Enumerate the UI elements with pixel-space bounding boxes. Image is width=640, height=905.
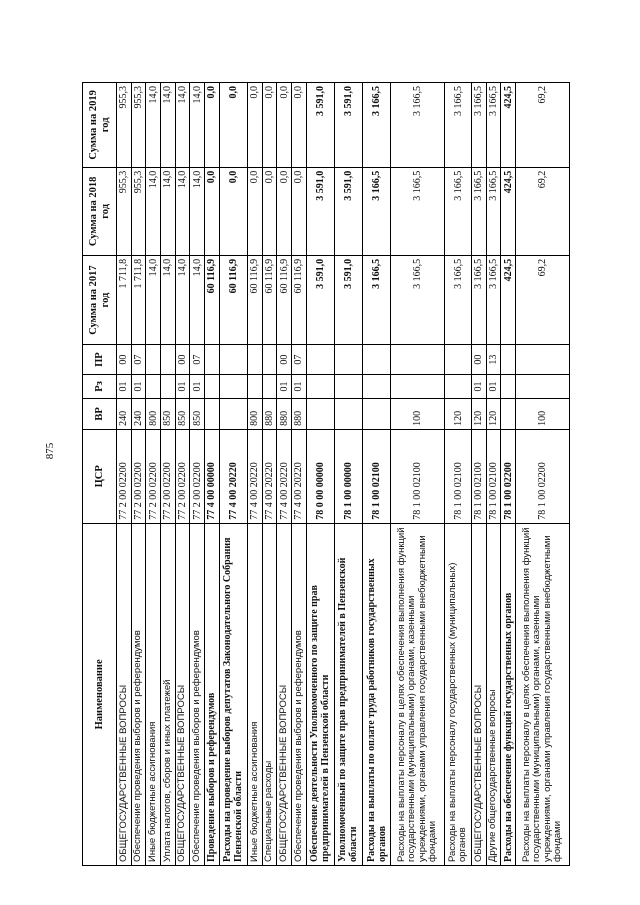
cell-rz: 01 [175,374,190,398]
cell-rz [334,374,362,398]
cell-pr: 07 [190,345,205,375]
cell-pr [262,345,277,375]
cell-y2019: 0,0 [262,83,277,168]
table-row [262,83,277,866]
cell-y2018: 3 591,0 [334,167,362,255]
cell-y2018: 0,0 [277,167,292,255]
cell-pr [501,345,516,375]
cell-vr [363,398,391,429]
cell-vr: 800 [146,398,161,429]
cell-y2019: 14,0 [146,83,161,168]
cell-y2017: 69,2 [516,255,570,344]
cell-pr: 00 [471,345,486,375]
header-vr: ВР [83,398,117,429]
cell-vr: 880 [277,398,292,429]
cell-y2018: 3 166,5 [445,167,472,255]
cell-name: Специальные расходы [262,523,277,865]
cell-y2019: 955,3 [117,83,132,168]
cell-rz [262,374,277,398]
cell-name: Уполномоченный по защите прав предпринимателей в Пензенской области [334,523,362,865]
cell-y2017: 14,0 [190,255,205,344]
cell-csr: 77 4 00 20220 [219,429,247,523]
cell-name: Расходы на выплаты персоналу в целях обеспечения выполнения функций государственными (муниципальными) органами, казенными учреждениями, органами управления государственными внебюджетными фондами [516,523,570,865]
cell-csr: 78 1 00 02100 [471,429,486,523]
table-row [516,83,570,866]
table-row [363,83,391,866]
cell-y2017: 3 166,5 [363,255,391,344]
cell-y2018: 14,0 [161,167,176,255]
cell-csr: 77 2 00 02200 [117,429,132,523]
cell-pr [161,345,176,375]
cell-csr: 78 1 00 02200 [516,429,570,523]
cell-rz: 01 [190,374,205,398]
cell-y2018: 0,0 [205,167,220,255]
cell-y2017: 3 166,5 [486,255,501,344]
cell-csr: 78 1 00 00000 [334,429,362,523]
rotated-page [82,82,570,866]
cell-y2018: 3 166,5 [471,167,486,255]
cell-y2017: 1 711,8 [117,255,132,344]
cell-rz [516,374,570,398]
cell-csr: 77 2 00 02200 [131,429,146,523]
cell-y2019: 14,0 [175,83,190,168]
cell-y2018: 0,0 [219,167,247,255]
table-row [334,83,362,866]
table-row [471,83,486,866]
table-row [277,83,292,866]
cell-csr: 78 1 00 02100 [363,429,391,523]
table-row [175,83,190,866]
cell-y2019: 3 166,5 [363,83,391,168]
cell-pr: 13 [486,345,501,375]
cell-y2017: 60 116,9 [277,255,292,344]
cell-vr: 880 [262,398,277,429]
cell-pr [363,345,391,375]
table-row [131,83,146,866]
cell-name: Иные бюджетные ассигнования [146,523,161,865]
cell-y2019: 3 166,5 [471,83,486,168]
header-2017: Сумма на 2017 год [83,255,117,344]
table-row [219,83,247,866]
cell-y2018: 0,0 [247,167,262,255]
cell-pr [205,345,220,375]
cell-csr: 77 2 00 02200 [161,429,176,523]
table-row [391,83,445,866]
cell-name: Другие общегосударственные вопросы [486,523,501,865]
cell-name: ОБЩЕГОСУДАРСТВЕННЫЕ ВОПРОСЫ [471,523,486,865]
cell-name: ОБЩЕГОСУДАРСТВЕННЫЕ ВОПРОСЫ [277,523,292,865]
cell-y2017: 3 166,5 [445,255,472,344]
cell-vr: 850 [161,398,176,429]
header-pr: ПР [83,345,117,375]
cell-vr [205,398,220,429]
cell-rz: 01 [117,374,132,398]
cell-name: ОБЩЕГОСУДАРСТВЕННЫЕ ВОПРОСЫ [117,523,132,865]
cell-pr [334,345,362,375]
cell-rz [146,374,161,398]
cell-rz: 01 [292,374,307,398]
cell-y2019: 3 591,0 [334,83,362,168]
table-row [247,83,262,866]
cell-csr: 78 0 00 00000 [306,429,334,523]
cell-name: Обеспечение деятельности Уполномоченного по защите прав предпринимателей в Пензенской области [306,523,334,865]
cell-y2018: 14,0 [146,167,161,255]
cell-name: Расходы на выплаты по оплате труда работников государственных органов [363,523,391,865]
cell-vr: 240 [131,398,146,429]
cell-y2018: 69,2 [516,167,570,255]
cell-vr: 240 [117,398,132,429]
cell-y2017: 14,0 [175,255,190,344]
cell-y2019: 0,0 [205,83,220,168]
cell-pr [146,345,161,375]
cell-rz: 01 [131,374,146,398]
cell-y2017: 60 116,9 [205,255,220,344]
cell-rz [219,374,247,398]
table-row [205,83,220,866]
cell-vr [219,398,247,429]
table-row [161,83,176,866]
cell-y2018: 3 166,5 [363,167,391,255]
cell-rz [391,374,445,398]
cell-pr [445,345,472,375]
cell-y2018: 14,0 [175,167,190,255]
cell-rz [501,374,516,398]
cell-y2019: 3 166,5 [445,83,472,168]
cell-vr: 100 [516,398,570,429]
cell-y2019: 69,2 [516,83,570,168]
cell-y2017: 60 116,9 [219,255,247,344]
cell-y2019: 3 166,5 [391,83,445,168]
table-row [292,83,307,866]
cell-y2018: 955,3 [117,167,132,255]
cell-y2019: 0,0 [292,83,307,168]
cell-y2019: 955,3 [131,83,146,168]
cell-y2018: 3 591,0 [306,167,334,255]
cell-vr: 850 [190,398,205,429]
cell-y2017: 60 116,9 [292,255,307,344]
cell-name: Обеспечение проведения выборов и референдумов [292,523,307,865]
cell-name: Расходы на проведение выборов депутатов Законодательного Собрания Пензенской области [219,523,247,865]
cell-vr [306,398,334,429]
cell-csr: 77 2 00 02200 [190,429,205,523]
cell-y2019: 0,0 [277,83,292,168]
cell-y2019: 0,0 [247,83,262,168]
cell-pr [516,345,570,375]
cell-y2019: 0,0 [219,83,247,168]
header-2018: Сумма на 2018 год [83,167,117,255]
page-number: 875 [44,442,56,460]
table-row [501,83,516,866]
cell-name: Обеспечение проведения выборов и референдумов [190,523,205,865]
cell-vr: 880 [292,398,307,429]
cell-rz [445,374,472,398]
cell-vr: 120 [486,398,501,429]
cell-y2017: 1 711,8 [131,255,146,344]
cell-vr [334,398,362,429]
cell-csr: 78 1 00 02100 [486,429,501,523]
cell-name: Обеспечение проведения выборов и референдумов [131,523,146,865]
cell-pr [391,345,445,375]
cell-rz [205,374,220,398]
cell-vr [501,398,516,429]
table-row [445,83,472,866]
cell-pr: 07 [292,345,307,375]
cell-csr: 77 4 00 20220 [262,429,277,523]
cell-name: Расходы на выплаты персоналу в целях обеспечения выполнения функций государственными (муниципальными) органами, казенными учреждениями, органами управления государственными внебюджетными фондами [391,523,445,865]
cell-y2017: 60 116,9 [262,255,277,344]
header-rz: Рз [83,374,117,398]
cell-name: Уплата налогов, сборов и иных платежей [161,523,176,865]
cell-vr: 100 [391,398,445,429]
cell-vr: 800 [247,398,262,429]
cell-y2019: 14,0 [190,83,205,168]
cell-csr: 77 4 00 20220 [247,429,262,523]
cell-rz [161,374,176,398]
cell-y2019: 14,0 [161,83,176,168]
cell-y2017: 3 591,0 [306,255,334,344]
cell-csr: 78 1 00 02100 [445,429,472,523]
cell-y2019: 424,5 [501,83,516,168]
table-row [117,83,132,866]
cell-rz: 01 [486,374,501,398]
cell-y2017: 60 116,9 [247,255,262,344]
cell-pr: 00 [175,345,190,375]
header-2019: Сумма на 2019 год [83,83,117,168]
cell-csr: 77 4 00 00000 [205,429,220,523]
table-body [117,83,570,866]
cell-y2019: 3 166,5 [486,83,501,168]
cell-name: Расходы на обеспечение функций государственных органов [501,523,516,865]
cell-name: ОБЩЕГОСУДАРСТВЕННЫЕ ВОПРОСЫ [175,523,190,865]
table-row [190,83,205,866]
table-row [486,83,501,866]
cell-rz [363,374,391,398]
cell-y2018: 3 166,5 [391,167,445,255]
cell-vr: 120 [471,398,486,429]
header-csr: ЦСР [83,429,117,523]
budget-table [82,82,570,866]
cell-y2017: 3 166,5 [471,255,486,344]
cell-rz [247,374,262,398]
cell-y2018: 424,5 [501,167,516,255]
cell-pr: 07 [131,345,146,375]
cell-vr: 850 [175,398,190,429]
cell-pr [306,345,334,375]
cell-csr: 77 4 00 20220 [292,429,307,523]
cell-name: Проведение выборов и референдумов [205,523,220,865]
table-row [306,83,334,866]
cell-csr: 77 2 00 02200 [175,429,190,523]
cell-rz: 01 [277,374,292,398]
cell-y2018: 0,0 [292,167,307,255]
cell-y2017: 14,0 [146,255,161,344]
cell-y2018: 14,0 [190,167,205,255]
cell-csr: 77 2 00 02200 [146,429,161,523]
cell-rz [306,374,334,398]
cell-y2017: 3 591,0 [334,255,362,344]
cell-pr [219,345,247,375]
header-row [83,83,117,866]
cell-name: Расходы на выплаты персоналу государственных (муниципальных) органов [445,523,472,865]
cell-y2017: 14,0 [161,255,176,344]
header-name: Наименование [83,523,117,865]
cell-pr: 00 [117,345,132,375]
cell-rz: 01 [471,374,486,398]
cell-csr: 77 4 00 20220 [277,429,292,523]
cell-y2017: 424,5 [501,255,516,344]
cell-pr: 00 [277,345,292,375]
cell-vr: 120 [445,398,472,429]
cell-name: Иные бюджетные ассигнования [247,523,262,865]
table-row [146,83,161,866]
cell-y2018: 3 166,5 [486,167,501,255]
cell-y2019: 3 591,0 [306,83,334,168]
cell-y2018: 955,3 [131,167,146,255]
cell-csr: 78 1 00 02100 [391,429,445,523]
cell-y2017: 3 166,5 [391,255,445,344]
cell-pr [247,345,262,375]
cell-csr: 78 1 00 02200 [501,429,516,523]
cell-y2018: 0,0 [262,167,277,255]
